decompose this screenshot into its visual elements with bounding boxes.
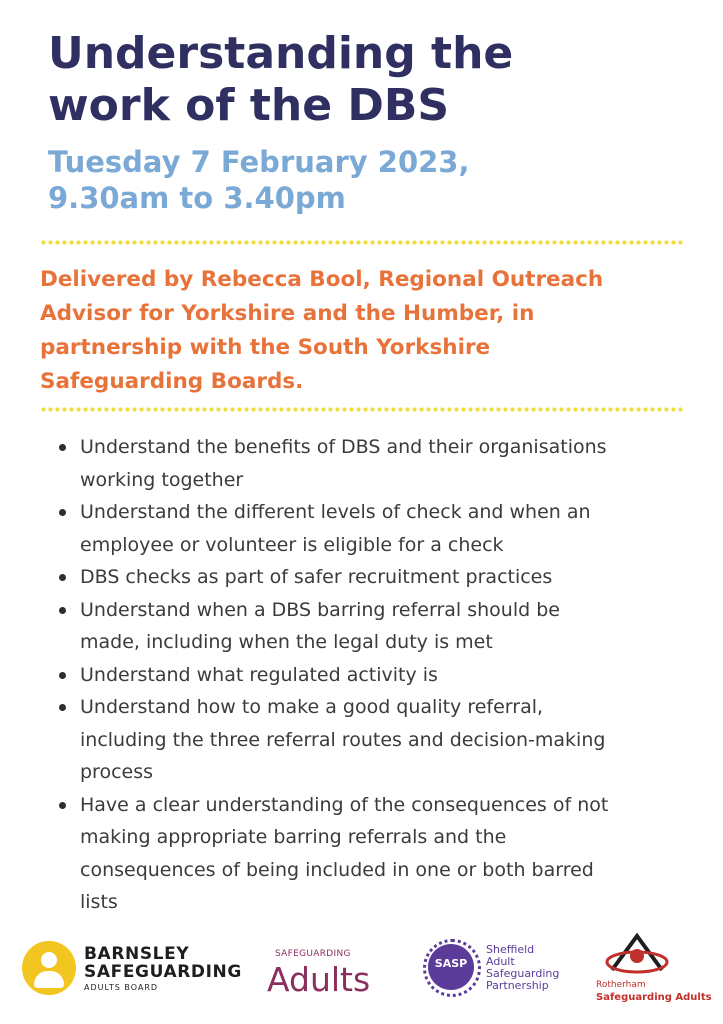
list-item-text: including the three referral routes and decision-making: [80, 728, 606, 751]
list-item-text: Understand the different levels of check and when an: [80, 501, 591, 523]
bullet-icon: [59, 704, 66, 711]
bullet-icon: [59, 574, 66, 581]
list-item-text: Understand how to make a good quality referral,: [80, 696, 544, 718]
bullet-icon: [59, 607, 66, 614]
title-line: work of the DBS: [48, 80, 450, 131]
logo-text: BARNSLEY: [84, 944, 190, 964]
logo-text: Rotherham: [596, 980, 646, 990]
rotherham-emblem-icon: [602, 932, 672, 982]
dotted-divider: [40, 407, 683, 412]
logo-text: SAFEGUARDING: [84, 962, 242, 982]
delivered-line: Safeguarding Boards.: [40, 369, 304, 394]
list-item: [56, 789, 696, 919]
learning-outcomes-list: [56, 431, 696, 919]
logo-text: Adult: [486, 955, 515, 968]
list-item: [56, 561, 696, 594]
time-line: 9.30am to 3.40pm: [48, 181, 346, 215]
bullet-icon: [59, 444, 66, 451]
safeguarding-adults-logo: [267, 946, 397, 1002]
list-item-text: consequences of being included in one or both barred: [80, 858, 594, 881]
list-item-text: Have a clear understanding of the consequences of not: [80, 793, 609, 816]
list-item-text: Understand when a DBS barring referral should be: [80, 598, 560, 621]
list-item-text: Understand the benefits of DBS and their organisations: [80, 436, 607, 458]
bullet-icon: [59, 509, 66, 516]
list-item-text: Understand what regulated activity is: [80, 663, 438, 686]
page-title: [48, 28, 688, 132]
logo-text: Adults: [267, 960, 371, 999]
list-item: [56, 496, 696, 561]
list-item-text: lists: [80, 891, 118, 913]
list-item: [56, 431, 696, 496]
sasp-logo: [426, 938, 576, 998]
delivered-line: Delivered by Rebecca Bool, Regional Outreach: [40, 267, 604, 292]
logo-text: Sheffield: [486, 943, 535, 956]
list-item-text: made, including when the legal duty is met: [80, 631, 493, 653]
bullet-icon: [59, 672, 66, 679]
bullet-icon: [59, 802, 66, 809]
delivered-line: partnership with the South Yorkshire: [40, 335, 491, 360]
list-item: [56, 659, 696, 692]
delivered-by-text: [40, 263, 690, 399]
list-item-text: process: [80, 761, 154, 783]
list-item-text: working together: [80, 468, 244, 491]
person-icon: [22, 941, 76, 995]
barnsley-safeguarding-logo: [22, 939, 242, 999]
list-item: [56, 594, 696, 659]
dotted-divider: [40, 240, 683, 245]
list-item-text: employee or volunteer is eligible for a check: [80, 533, 504, 556]
logo-text: Safeguarding Adults: [596, 992, 712, 1003]
logo-text: SAFEGUARDING: [275, 949, 351, 959]
list-item-text: making appropriate barring referrals and the: [80, 826, 507, 848]
event-date: [48, 144, 688, 216]
logo-text: ADULTS BOARD: [84, 983, 159, 992]
rotherham-safeguarding-logo: [594, 932, 712, 1008]
delivered-line: Advisor for Yorkshire and the Humber, in: [40, 301, 535, 326]
logo-text: [486, 944, 576, 992]
date-line: Tuesday 7 February 2023,: [48, 145, 470, 179]
logo-text: Safeguarding: [486, 967, 560, 980]
logo-text: SASP: [434, 957, 468, 970]
list-item-text: DBS checks as part of safer recruitment practices: [80, 566, 553, 588]
title-line: Understanding the: [48, 28, 514, 79]
list-item: [56, 691, 696, 789]
logo-text: Partnership: [486, 979, 549, 992]
